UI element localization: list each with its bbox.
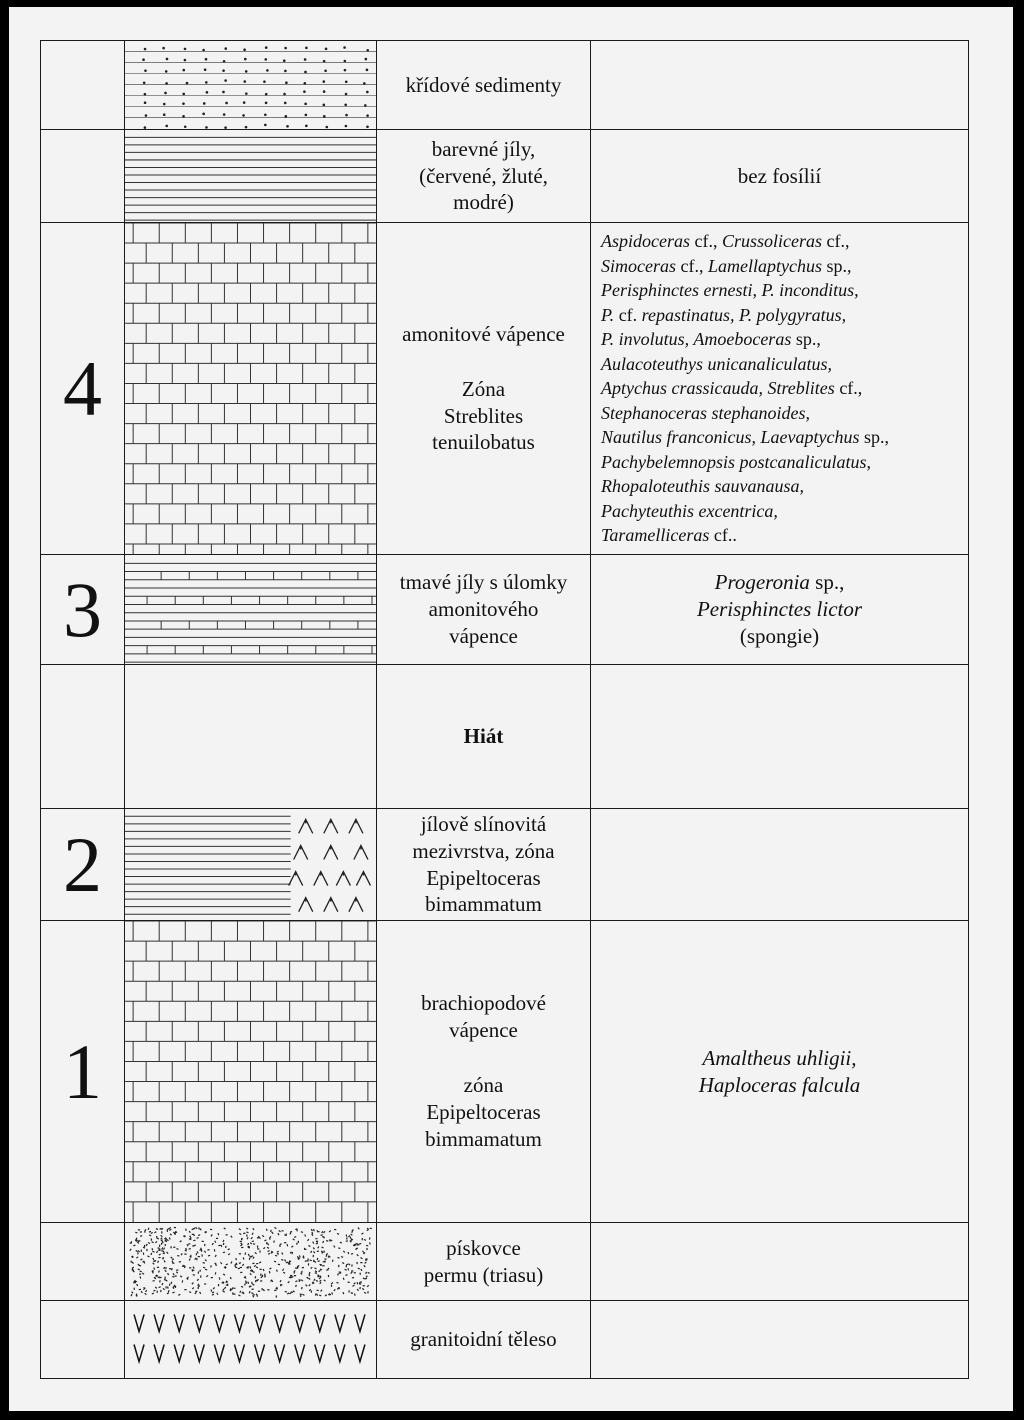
description-text: [406, 72, 562, 99]
lithology-pattern: [124, 1300, 377, 1379]
fossil-segment: Perisphinctes lictor: [696, 597, 863, 622]
horizontal-lines-pattern: [125, 130, 376, 222]
fossil-line: [699, 1045, 861, 1072]
dense-dots-pattern: [125, 1223, 376, 1300]
fossil-line: [601, 425, 889, 449]
description-line: zóna: [463, 1073, 504, 1098]
description-line: jílově slínovitá: [420, 811, 547, 836]
fossil-segment: Crussoliceras: [721, 231, 822, 252]
fossil-line: [601, 254, 889, 278]
limestone-bricks-pattern: [125, 223, 376, 554]
description-line: tenuilobatus: [432, 430, 535, 455]
layer-description: [376, 129, 591, 223]
layer-description: [376, 40, 591, 130]
description-line: vápence: [449, 1018, 518, 1043]
description-line: (červené, žluté,: [419, 163, 548, 188]
unit-number-cell: [40, 222, 125, 555]
description-line: křídové sedimenty: [405, 72, 562, 97]
description-line: amonitové vápence: [402, 321, 565, 346]
description-text: [400, 569, 567, 650]
description-line: bimmamatum: [425, 1126, 542, 1151]
fossil-text: [738, 163, 821, 190]
fossil-segment: cf.,: [690, 231, 722, 252]
fossil-line: [601, 327, 889, 351]
fossil-segment: cf.: [614, 304, 642, 325]
fossil-line: [699, 1072, 861, 1099]
description-text: [410, 1326, 556, 1353]
unit-number-cell: [40, 1300, 125, 1379]
fossil-segment: cf..: [709, 525, 737, 546]
fossil-segment: Progeronia: [714, 570, 810, 595]
lines-with-fossil-symbols-pattern: [125, 809, 376, 920]
fossil-list: [590, 222, 969, 555]
unit-number: 2: [63, 820, 102, 908]
unit-number-cell: [40, 920, 125, 1223]
description-line: permu (triasu): [423, 1262, 544, 1287]
lithology-pattern: [124, 808, 377, 921]
fossil-segment: Taramelliceras: [601, 525, 710, 546]
unit-number-cell: [40, 1222, 125, 1301]
stratigraphic-table: [9, 7, 1013, 1411]
layer-description: [376, 664, 591, 809]
layer-description: [376, 222, 591, 555]
fossil-segment: Stephanoceras stephanoides,: [601, 402, 810, 423]
description-block: [421, 990, 546, 1044]
unit-number-cell: [40, 129, 125, 223]
unit-number-cell: [40, 554, 125, 665]
layer-description: [376, 1222, 591, 1301]
layer-description: [376, 920, 591, 1223]
fossil-list: [590, 129, 969, 223]
fossil-line: [697, 569, 862, 596]
unit-number-cell: [40, 664, 125, 809]
fossil-segment: Amaltheus uhligii,: [702, 1045, 857, 1070]
fossil-line: [601, 376, 889, 400]
fossil-segment: Perisphinctes ernesti, P. inconditus,: [601, 280, 859, 301]
description-line: brachiopodové: [421, 991, 546, 1016]
description-line: Zóna: [461, 376, 506, 401]
fossil-line: [601, 523, 889, 547]
fossil-line: [601, 499, 889, 523]
description-line: modré): [453, 190, 514, 215]
fossil-list: [590, 664, 969, 809]
description-text: [419, 136, 548, 217]
fossil-line: [601, 278, 889, 302]
unit-number: 4: [63, 344, 102, 432]
hiatus-label: Hiát: [463, 724, 504, 749]
fossil-segment: bez fosílií: [737, 163, 822, 188]
limestone-bricks-pattern: [125, 921, 376, 1222]
fossil-line: [738, 163, 821, 190]
fossil-line: [697, 596, 862, 623]
description-line: Epipeltoceras: [426, 865, 541, 890]
description-text: [412, 811, 554, 919]
fossil-line: [697, 623, 862, 650]
lithology-pattern: [124, 40, 377, 130]
fossil-segment: repastinatus, P. polygyratus,: [641, 304, 847, 325]
fossil-segment: Simoceras: [601, 255, 676, 276]
fossil-line: [601, 401, 889, 425]
lithology-pattern: [124, 222, 377, 555]
lines-with-bricks-pattern: [125, 555, 376, 664]
lithology-pattern: [124, 1222, 377, 1301]
description-block: [402, 321, 565, 348]
fossil-text: [697, 569, 862, 650]
description-block: [421, 1072, 546, 1153]
fossil-list: [590, 920, 969, 1223]
fossil-line: [601, 229, 889, 253]
fossil-text: [601, 229, 889, 547]
description-line: amonitového: [428, 597, 539, 622]
description-text: [421, 990, 546, 1152]
fossil-segment: Pachybelemnopsis postcanaliculatus,: [601, 451, 871, 472]
description-line: tmavé jíly s úlomky: [399, 570, 568, 595]
fossil-segment: sp.,: [859, 427, 889, 448]
fossil-list: [590, 40, 969, 130]
description-text: [402, 321, 565, 457]
fossil-segment: Aspidoceras: [601, 231, 690, 252]
v-marks-pattern: [125, 1301, 376, 1378]
description-line: Streblites: [443, 403, 524, 428]
fossil-segment: Pachyteuthis excentrica,: [601, 500, 778, 521]
fossil-text: [699, 1045, 861, 1099]
description-line: Epipeltoceras: [426, 1099, 541, 1124]
description-text: [424, 1235, 544, 1289]
fossil-segment: cf.,: [676, 255, 708, 276]
description-line: vápence: [449, 623, 518, 648]
fossil-line: [601, 303, 889, 327]
fossil-segment: (spongie): [739, 623, 820, 648]
fossil-segment: Haploceras falcula: [698, 1072, 861, 1097]
fossil-segment: cf.,: [822, 231, 850, 252]
fossil-line: [601, 450, 889, 474]
fossil-segment: sp.,: [821, 255, 852, 276]
fossil-segment: sp.,: [791, 329, 821, 350]
fossil-segment: P. involutus, Amoeboceras: [601, 329, 792, 350]
fossil-symbols: [289, 819, 371, 911]
fossil-list: [590, 808, 969, 921]
lithology-pattern: [124, 554, 377, 665]
fossil-segment: Aptychus crassicauda, Streblites: [601, 378, 835, 399]
fossil-segment: Lamellaptychus: [707, 255, 822, 276]
unit-number: 3: [63, 565, 102, 653]
description-line: mezivrstva, zóna: [412, 838, 555, 863]
description-line: granitoidní těleso: [410, 1327, 557, 1352]
unit-number: 1: [63, 1027, 102, 1115]
fossil-segment: Rhopaloteuthis sauvanausa,: [601, 476, 804, 497]
fossil-line: [601, 352, 889, 376]
fossil-segment: Aulacoteuthys unicanaliculatus,: [601, 353, 832, 374]
layer-description: [376, 1300, 591, 1379]
layer-description: [376, 554, 591, 665]
fossil-segment: Nautilus franconicus, Laevaptychus: [601, 427, 860, 448]
description-text: [464, 723, 504, 750]
description-block: [402, 376, 565, 457]
lithology-pattern: [124, 129, 377, 223]
fossil-list: [590, 1222, 969, 1301]
description-line: pískovce: [446, 1235, 521, 1260]
fossil-list: [590, 1300, 969, 1379]
description-line: bimammatum: [425, 892, 542, 917]
fossil-line: [601, 474, 889, 498]
unit-number-cell: [40, 40, 125, 130]
fossil-segment: cf.,: [834, 378, 863, 399]
dotted-lines-pattern: [125, 41, 376, 129]
lithology-pattern: [124, 664, 377, 809]
layer-description: [376, 808, 591, 921]
description-line: barevné jíly,: [431, 136, 536, 161]
fossil-list: [590, 554, 969, 665]
lithology-pattern: [124, 920, 377, 1223]
fossil-segment: P.: [601, 304, 615, 325]
blank-pattern: [125, 665, 376, 808]
fossil-segment: sp.,: [809, 570, 845, 595]
unit-number-cell: [40, 808, 125, 921]
